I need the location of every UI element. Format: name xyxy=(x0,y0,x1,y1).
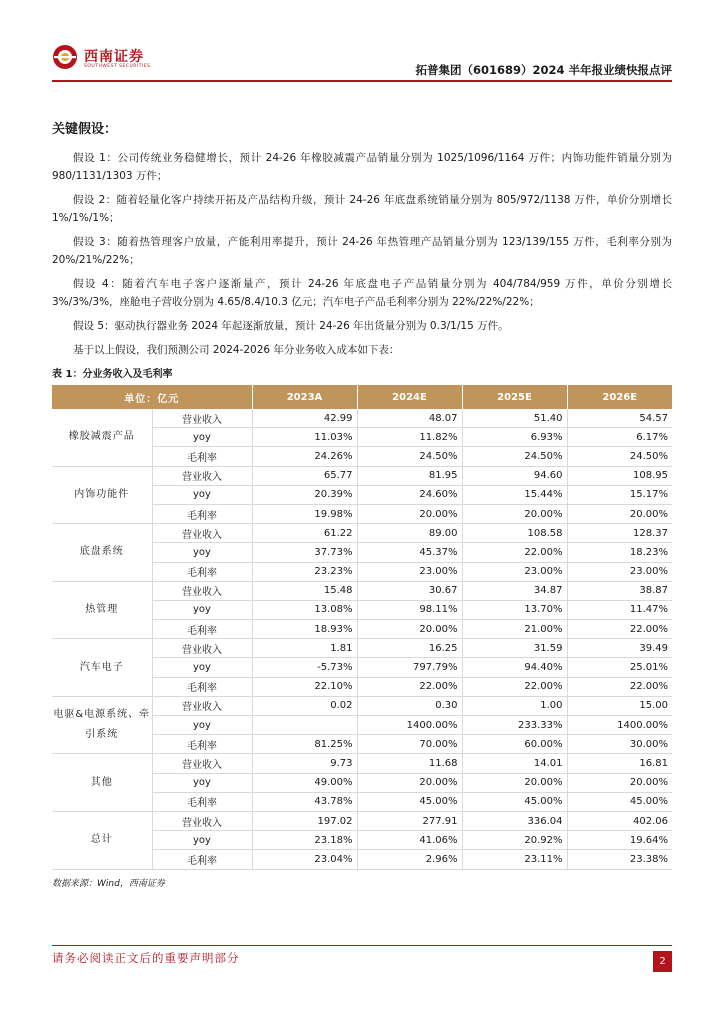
value-cell: 23.00% xyxy=(357,562,462,581)
metric-cell: 毛利率 xyxy=(152,677,252,696)
value-cell: 98.11% xyxy=(357,600,462,619)
value-cell: 11.47% xyxy=(567,600,672,619)
logo-chinese-name: 西南证券 xyxy=(84,49,144,65)
value-cell: 22.00% xyxy=(462,677,567,696)
value-cell: 277.91 xyxy=(357,811,462,830)
value-cell: 6.17% xyxy=(567,428,672,447)
value-cell: 23.18% xyxy=(252,831,357,850)
metric-cell: yoy xyxy=(152,658,252,677)
value-cell: 51.40 xyxy=(462,409,567,428)
data-source: 数据来源：Wind，西南证券 xyxy=(52,878,165,889)
category-cell: 其他 xyxy=(52,754,152,812)
paragraph-assumption-1: 假设 1：公司传统业务稳健增长，预计 24-26 年橡胶减震产品销量分别为 1025/1096/1164 万件；内饰功能件销量分别为 980/1131/1303 万件； xyxy=(52,152,672,182)
value-cell: 2.96% xyxy=(357,850,462,869)
value-cell: 197.02 xyxy=(252,811,357,830)
value-cell: 22.00% xyxy=(567,677,672,696)
value-cell: 1.81 xyxy=(252,639,357,658)
table-title: 表 1：分业务收入及毛利率 xyxy=(52,369,173,380)
category-cell: 热管理 xyxy=(52,581,152,639)
value-cell: 31.59 xyxy=(462,639,567,658)
value-cell: 16.81 xyxy=(567,754,672,773)
value-cell: 797.79% xyxy=(357,658,462,677)
value-cell: 20.39% xyxy=(252,485,357,504)
value-cell: 23.11% xyxy=(462,850,567,869)
value-cell: 24.50% xyxy=(567,447,672,466)
main-content xyxy=(52,118,672,889)
value-cell: 41.06% xyxy=(357,831,462,850)
value-cell: 11.03% xyxy=(252,428,357,447)
value-cell: 20.00% xyxy=(567,773,672,792)
value-cell: 30.00% xyxy=(567,735,672,754)
value-cell: 23.04% xyxy=(252,850,357,869)
table-row xyxy=(52,696,672,715)
category-cell: 内饰功能件 xyxy=(52,466,152,524)
value-cell: 30.67 xyxy=(357,581,462,600)
table-header-row xyxy=(52,385,672,409)
paragraph-assumption-4: 假设 4：随着汽车电子客户逐渐量产，预计 24-26 年底盘电子产品销量分别为 404/784/959 万件，单价分别增长 3%/3%/3%，座舱电子营收分别为 4.65/8.4/10.3 亿元；汽车电子产品毛利率分别为 22%/22%/22%； xyxy=(52,278,672,308)
metric-cell: yoy xyxy=(152,773,252,792)
value-cell: 23.00% xyxy=(462,562,567,581)
metric-cell: yoy xyxy=(152,716,252,735)
report-title: 拓普集团（601689）2024 半年报业绩快报点评 xyxy=(415,63,672,77)
value-cell: 20.00% xyxy=(462,504,567,523)
table-row xyxy=(52,811,672,830)
value-cell: 94.40% xyxy=(462,658,567,677)
metric-cell: yoy xyxy=(152,485,252,504)
value-cell: 11.82% xyxy=(357,428,462,447)
value-cell: 38.87 xyxy=(567,581,672,600)
value-cell: 22.00% xyxy=(567,620,672,639)
value-cell: 128.37 xyxy=(567,524,672,543)
value-cell: -5.73% xyxy=(252,658,357,677)
value-cell: 13.08% xyxy=(252,600,357,619)
header-divider xyxy=(52,80,672,82)
value-cell: 81.25% xyxy=(252,735,357,754)
value-cell: 15.00 xyxy=(567,696,672,715)
metric-cell: 营业收入 xyxy=(152,409,252,428)
value-cell: 54.57 xyxy=(567,409,672,428)
table-row xyxy=(52,754,672,773)
value-cell: 49.00% xyxy=(252,773,357,792)
value-cell: 108.95 xyxy=(567,466,672,485)
value-cell: 45.00% xyxy=(567,792,672,811)
value-cell: 70.00% xyxy=(357,735,462,754)
year-header: 2025E xyxy=(462,385,567,409)
value-cell: 18.93% xyxy=(252,620,357,639)
value-cell: 42.99 xyxy=(252,409,357,428)
logo-english-name: SOUTHWEST SECURITIES xyxy=(84,64,151,69)
table-row xyxy=(52,524,672,543)
revenue-table xyxy=(52,385,672,870)
value-cell: 20.92% xyxy=(462,831,567,850)
value-cell: 81.95 xyxy=(357,466,462,485)
value-cell: 336.04 xyxy=(462,811,567,830)
logo-mark-icon xyxy=(52,44,78,70)
metric-cell: 毛利率 xyxy=(152,850,252,869)
value-cell: 23.00% xyxy=(567,562,672,581)
table-row xyxy=(52,466,672,485)
value-cell: 34.87 xyxy=(462,581,567,600)
value-cell: 60.00% xyxy=(462,735,567,754)
metric-cell: 毛利率 xyxy=(152,792,252,811)
value-cell: 1400.00% xyxy=(567,716,672,735)
year-header: 2023A xyxy=(252,385,357,409)
value-cell: 20.00% xyxy=(462,773,567,792)
value-cell: 13.70% xyxy=(462,600,567,619)
metric-cell: yoy xyxy=(152,600,252,619)
paragraph-assumption-3: 假设 3：随着热管理客户放量，产能利用率提升，预计 24-26 年热管理产品销量分别为 123/139/155 万件，毛利率分别为 20%/21%/22%； xyxy=(52,236,672,266)
table-row xyxy=(52,409,672,428)
value-cell: 23.23% xyxy=(252,562,357,581)
category-cell: 总计 xyxy=(52,811,152,869)
value-cell: 89.00 xyxy=(357,524,462,543)
value-cell: 19.64% xyxy=(567,831,672,850)
value-cell: 18.23% xyxy=(567,543,672,562)
value-cell: 39.49 xyxy=(567,639,672,658)
metric-cell: 营业收入 xyxy=(152,811,252,830)
page-header xyxy=(0,0,724,84)
value-cell: 24.60% xyxy=(357,485,462,504)
value-cell: 22.10% xyxy=(252,677,357,696)
paragraph-assumption-5: 假设 5：驱动执行器业务 2024 年起逐渐放量，预计 24-26 年出货量分别为 0.3/1/15 万件。 xyxy=(73,320,509,332)
value-cell: 9.73 xyxy=(252,754,357,773)
value-cell: 21.00% xyxy=(462,620,567,639)
value-cell: 25.01% xyxy=(567,658,672,677)
metric-cell: 毛利率 xyxy=(152,735,252,754)
value-cell: 48.07 xyxy=(357,409,462,428)
page-number: 2 xyxy=(653,951,672,972)
value-cell: 24.50% xyxy=(357,447,462,466)
value-cell: 94.60 xyxy=(462,466,567,485)
value-cell: 22.00% xyxy=(357,677,462,696)
metric-cell: 营业收入 xyxy=(152,524,252,543)
value-cell: 15.44% xyxy=(462,485,567,504)
metric-cell: 毛利率 xyxy=(152,562,252,581)
value-cell: 20.00% xyxy=(357,620,462,639)
unit-label: 单位：亿元 xyxy=(52,385,252,409)
value-cell: 0.30 xyxy=(357,696,462,715)
year-header: 2024E xyxy=(357,385,462,409)
table-body xyxy=(52,409,672,869)
category-cell: 底盘系统 xyxy=(52,524,152,582)
metric-cell: yoy xyxy=(152,428,252,447)
metric-cell: 毛利率 xyxy=(152,504,252,523)
metric-cell: yoy xyxy=(152,831,252,850)
value-cell: 23.38% xyxy=(567,850,672,869)
value-cell: 43.78% xyxy=(252,792,357,811)
value-cell: 45.00% xyxy=(462,792,567,811)
table-row xyxy=(52,639,672,658)
value-cell: 45.00% xyxy=(357,792,462,811)
value-cell: 19.98% xyxy=(252,504,357,523)
value-cell: 20.00% xyxy=(357,504,462,523)
value-cell: 20.00% xyxy=(357,773,462,792)
metric-cell: 营业收入 xyxy=(152,639,252,658)
value-cell: 14.01 xyxy=(462,754,567,773)
value-cell: 37.73% xyxy=(252,543,357,562)
metric-cell: yoy xyxy=(152,543,252,562)
metric-cell: 毛利率 xyxy=(152,447,252,466)
value-cell: 108.58 xyxy=(462,524,567,543)
value-cell: 45.37% xyxy=(357,543,462,562)
metric-cell: 毛利率 xyxy=(152,620,252,639)
paragraph-summary: 基于以上假设，我们预测公司 2024-2026 年分业务收入成本如下表： xyxy=(73,344,400,356)
value-cell: 20.00% xyxy=(567,504,672,523)
paragraph-assumption-2: 假设 2：随着轻量化客户持续开拓及产品结构升级，预计 24-26 年底盘系统销量分别为 805/972/1138 万件，单价分别增长 1%/1%/1%； xyxy=(52,194,672,224)
year-header: 2026E xyxy=(567,385,672,409)
category-cell: 电驱&电源系统、牵引系统 xyxy=(52,696,152,754)
metric-cell: 营业收入 xyxy=(152,754,252,773)
company-logo xyxy=(52,44,172,74)
value-cell: 11.68 xyxy=(357,754,462,773)
metric-cell: 营业收入 xyxy=(152,466,252,485)
value-cell: 1400.00% xyxy=(357,716,462,735)
category-cell: 汽车电子 xyxy=(52,639,152,697)
value-cell: 65.77 xyxy=(252,466,357,485)
value-cell: 1.00 xyxy=(462,696,567,715)
value-cell: 24.50% xyxy=(462,447,567,466)
value-cell: 0.02 xyxy=(252,696,357,715)
value-cell: 16.25 xyxy=(357,639,462,658)
value-cell: 6.93% xyxy=(462,428,567,447)
value-cell: 61.22 xyxy=(252,524,357,543)
footer-divider xyxy=(52,945,672,946)
value-cell: 22.00% xyxy=(462,543,567,562)
value-cell: 24.26% xyxy=(252,447,357,466)
category-cell: 橡胶减震产品 xyxy=(52,409,152,466)
value-cell: 15.48 xyxy=(252,581,357,600)
metric-cell: 营业收入 xyxy=(152,696,252,715)
value-cell: 15.17% xyxy=(567,485,672,504)
value-cell: 233.33% xyxy=(462,716,567,735)
metric-cell: 营业收入 xyxy=(152,581,252,600)
footer-notice: 请务必阅读正文后的重要声明部分 xyxy=(52,951,240,965)
value-cell xyxy=(252,716,357,735)
table-row xyxy=(52,581,672,600)
value-cell: 402.06 xyxy=(567,811,672,830)
section-title: 关键假设： xyxy=(52,122,118,137)
